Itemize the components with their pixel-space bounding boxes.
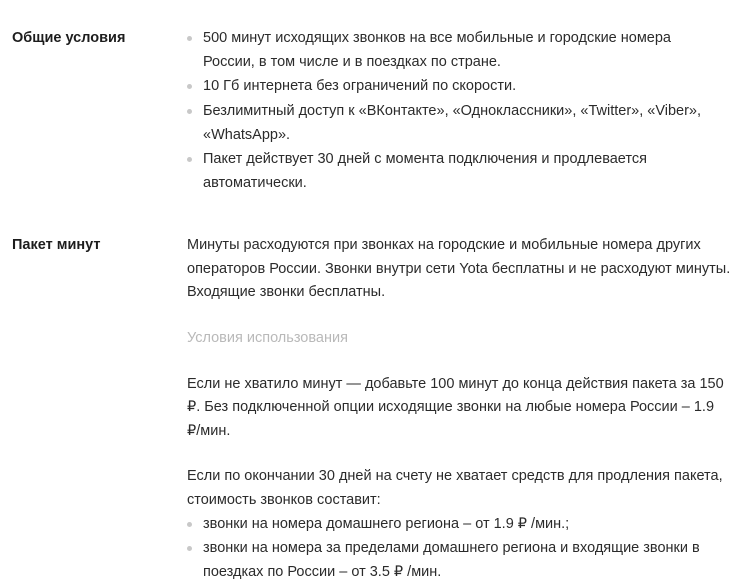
rates-list xyxy=(187,513,731,585)
list-item: Пакет действует 30 дней с момента подключения и продлевается автоматически. xyxy=(187,148,711,195)
list-item: Безлимитный доступ к «ВКонтакте», «Одноклассники», «Twitter», «Viber», «WhatsApp». xyxy=(187,100,711,147)
section-body-general xyxy=(187,27,711,196)
spacer xyxy=(187,443,731,465)
list-item: звонки на номера домашнего региона – от 1.9 ₽ /мин.; xyxy=(187,513,731,537)
section-title-general: Общие условия xyxy=(12,30,126,46)
section-title-minutes: Пакет минут xyxy=(12,237,101,253)
spacer xyxy=(187,305,731,327)
list-item: 10 Гб интернета без ограничений по скорости. xyxy=(187,75,711,99)
section-minutes-package xyxy=(12,234,731,586)
expiry-paragraph: Если по окончании 30 дней на счету не хватает средств для продления пакета, стоимость звонков составит: xyxy=(187,468,723,508)
spacer xyxy=(187,351,731,373)
general-conditions-list xyxy=(187,27,711,195)
section-general-conditions xyxy=(12,27,731,196)
usage-conditions-heading: Условия использования xyxy=(187,329,348,346)
section-body-minutes xyxy=(187,234,731,586)
list-item: звонки на номера за пределами домашнего региона и входящие звонки в поездках по России – от 3.5 ₽ /мин. xyxy=(187,537,731,584)
extra-minutes-paragraph: Если не хватило минут — добавьте 100 минут до конца действия пакета за 150 ₽. Без подключенной опции исходящие звонки на любые номера России – 1.9 ₽/мин. xyxy=(187,375,724,439)
list-item: 500 минут исходящих звонков на все мобильные и городские номера России, в том числе и в поездках по стране. xyxy=(187,27,711,74)
minutes-intro-paragraph: Минуты расходуются при звонках на городские и мобильные номера других операторов России. Звонки внутри сети Yota бесплатны и не расходуют минуты. Входящие звонки бесплатны. xyxy=(187,237,731,301)
